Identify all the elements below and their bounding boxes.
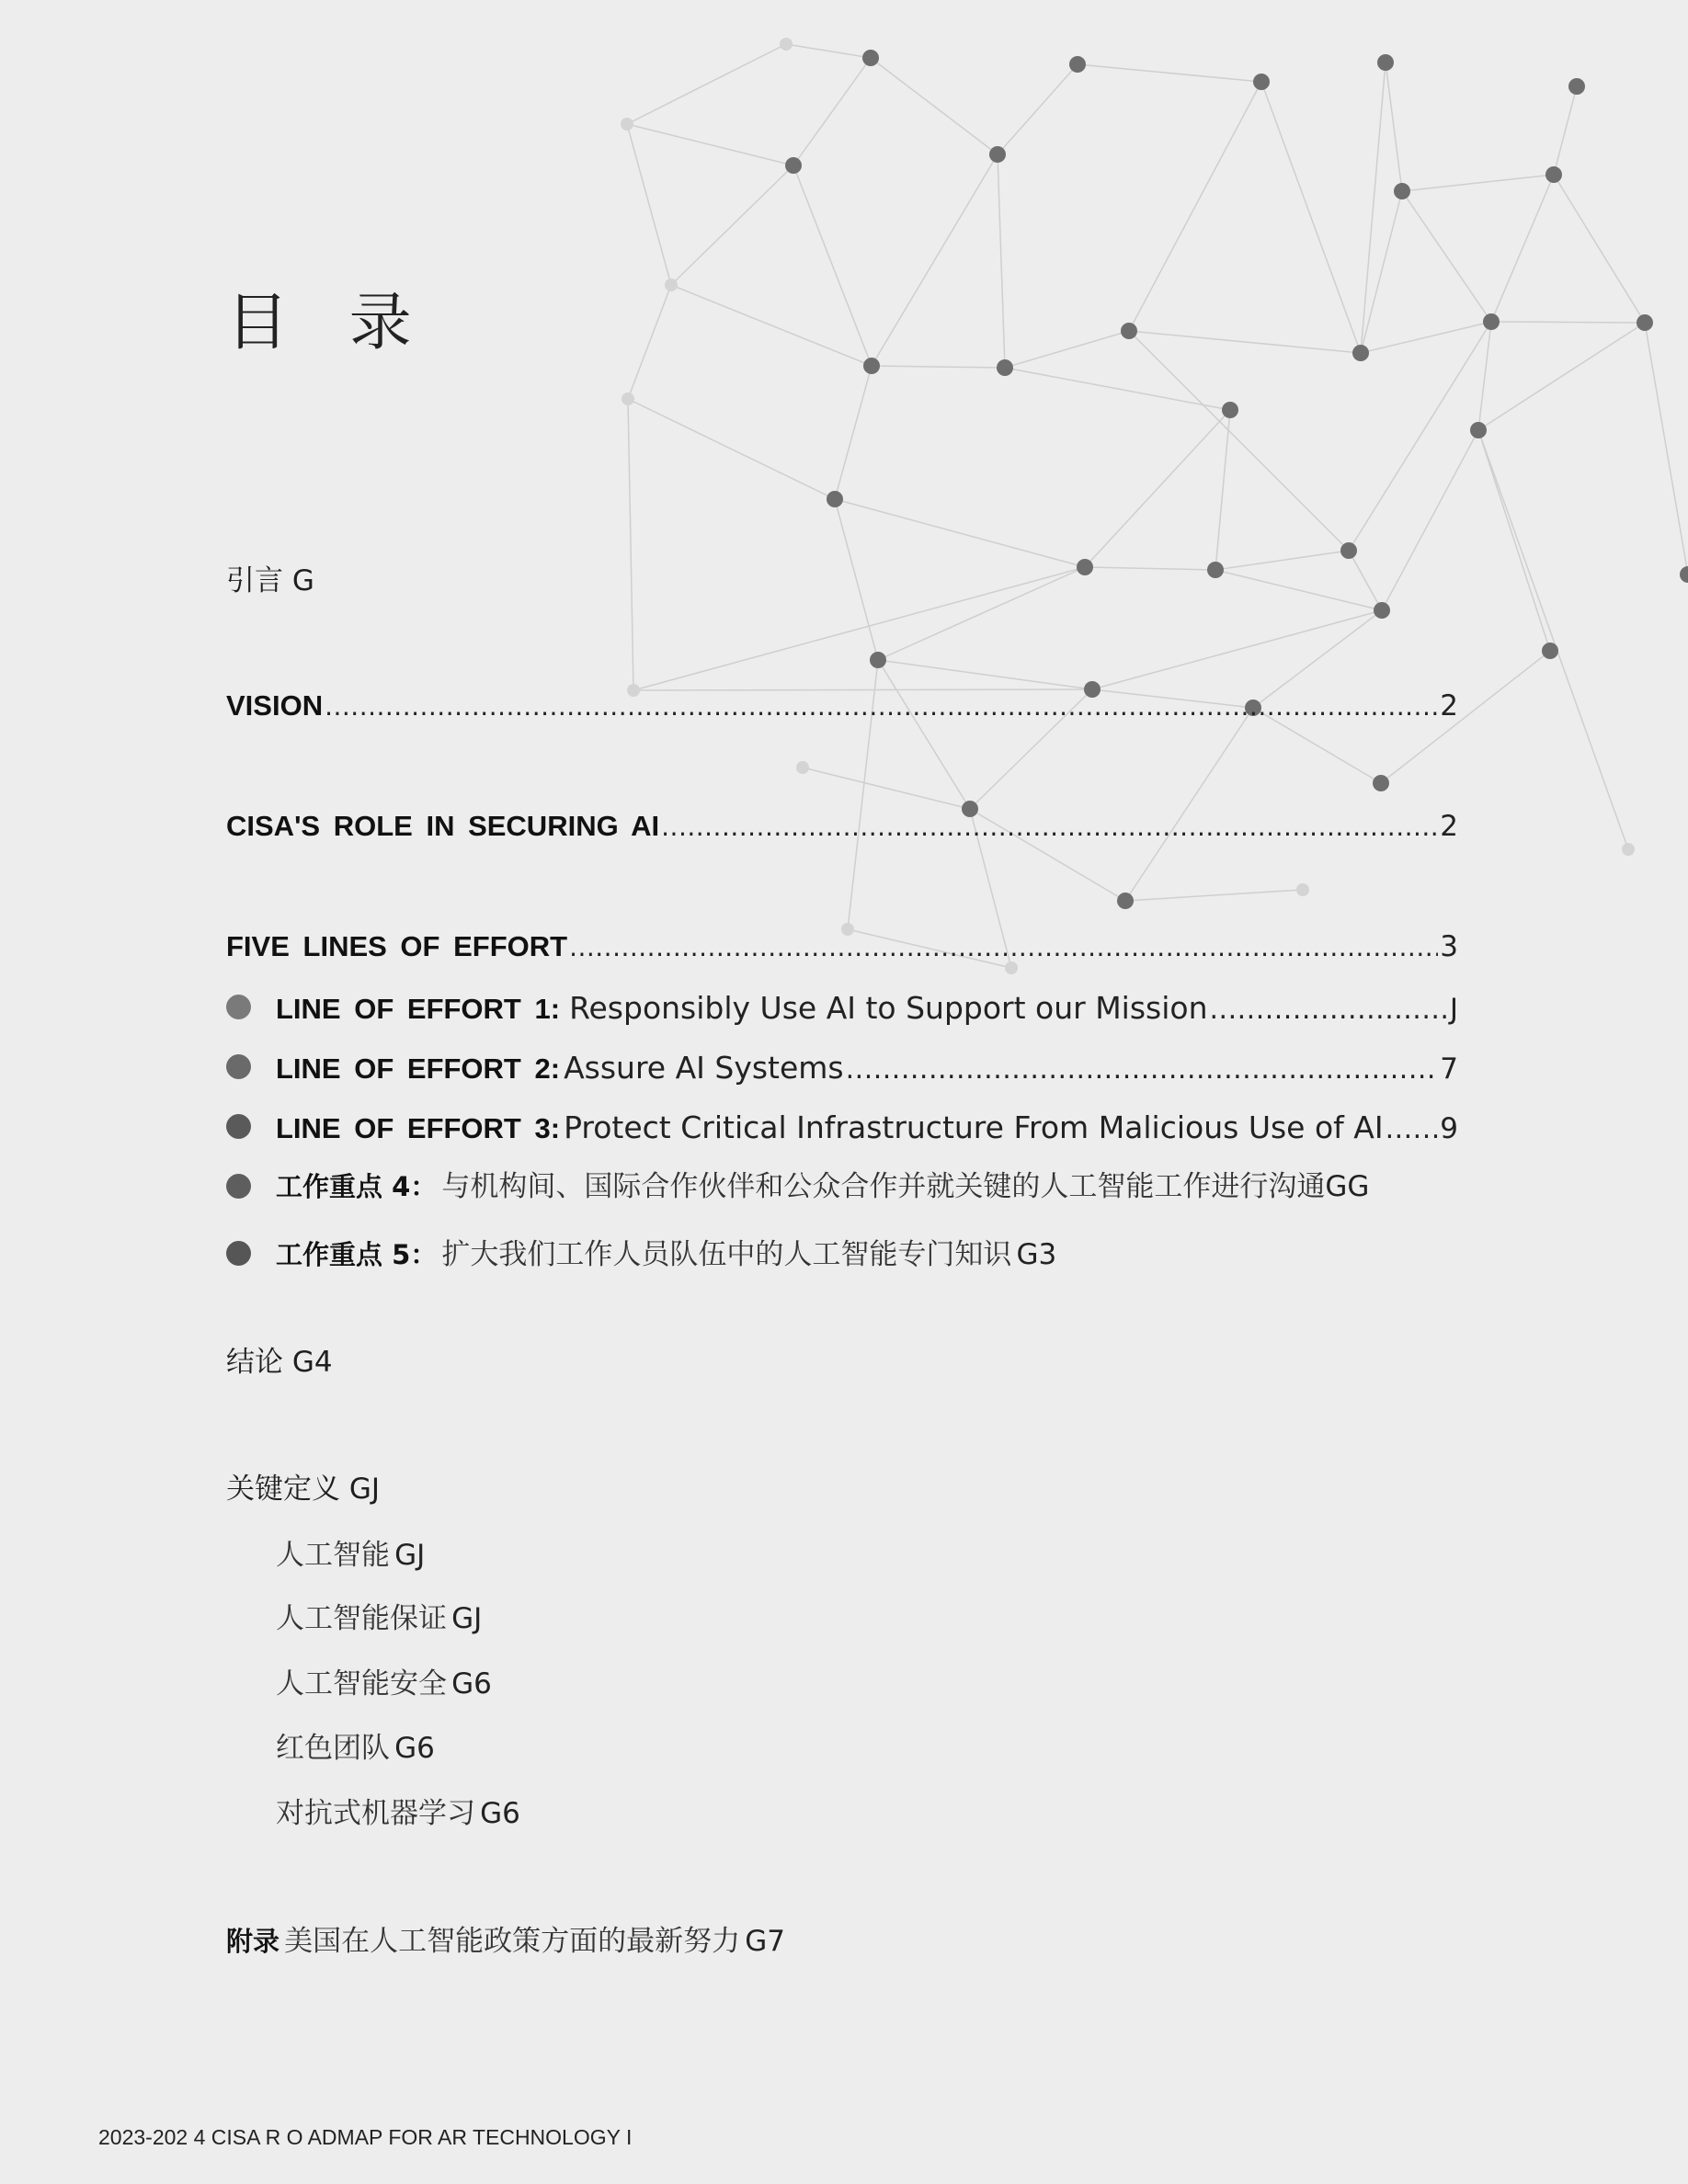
network-node (863, 358, 880, 374)
network-link (871, 58, 998, 154)
loe3-text: Protect Critical Infrastructure From Malicious Use of AI (564, 1109, 1384, 1145)
loe3-page: 9 (1440, 1112, 1458, 1145)
network-node (1542, 643, 1558, 659)
loe2-page: 7 (1440, 1052, 1458, 1086)
page-title: 目 录 (226, 287, 432, 359)
bullet-dot (226, 1054, 251, 1079)
toc-vision-label: VISION (226, 689, 324, 722)
network-node (1077, 559, 1093, 575)
network-node (1121, 323, 1137, 339)
bullet-dot (226, 995, 251, 1019)
network-link (1645, 323, 1688, 574)
definition-page: GJ (451, 1602, 483, 1635)
network-node (870, 652, 886, 668)
network-node (785, 157, 802, 174)
network-link (793, 58, 871, 165)
network-link (1554, 175, 1645, 323)
bullet-dot (226, 1241, 251, 1266)
definition-label: 人工智能保证 (276, 1602, 447, 1635)
appendix-text: 美国在人工智能政策方面的最新努力 (284, 1925, 741, 1958)
toc-leader-dots (661, 814, 1438, 840)
network-link (878, 660, 1092, 689)
toc-introduction[interactable]: 引言 G (226, 564, 314, 597)
network-node (989, 146, 1006, 163)
toc-vision-page: 2 (1440, 689, 1458, 722)
network-link (1361, 191, 1402, 353)
toc-five-lines-page: 3 (1440, 930, 1458, 963)
network-node (1005, 961, 1018, 974)
toc-cisa-role-label: CISA'S ROLE IN SECURING AI (226, 810, 660, 842)
network-link (628, 399, 835, 499)
definition-page: GJ (394, 1539, 426, 1572)
network-link (835, 499, 1085, 567)
network-link (1085, 410, 1230, 567)
network-node (827, 491, 843, 507)
network-link (1382, 430, 1478, 610)
network-link (671, 285, 872, 366)
toc-definition-item[interactable] (276, 1732, 435, 1765)
network-node (1377, 54, 1394, 71)
network-link (803, 768, 970, 809)
network-node (997, 359, 1013, 376)
loe2-label: LINE OF EFFORT 2: (276, 1052, 561, 1085)
network-link (1129, 82, 1261, 331)
network-link (1402, 175, 1554, 191)
network-node (1352, 345, 1369, 361)
network-node (862, 50, 879, 66)
network-node (665, 279, 678, 291)
network-link (1478, 430, 1550, 651)
network-node (1253, 74, 1270, 90)
network-link (1478, 323, 1645, 430)
network-link (1215, 551, 1349, 570)
network-link (627, 44, 786, 124)
network-link (1005, 331, 1129, 368)
appendix-label: 附录 (226, 1926, 280, 1957)
network-link (872, 366, 1005, 368)
definition-label: 人工智能 (276, 1539, 390, 1572)
network-link (1402, 191, 1491, 322)
loe4-text: 与机构间、国际合作伙伴和公众合作并就关键的人工智能工作进行沟通 (441, 1170, 1326, 1203)
loe5-label: 工作重点 5： (276, 1239, 438, 1270)
toc-cisa-role-page: 2 (1440, 810, 1458, 843)
network-node (1470, 422, 1487, 438)
network-node (796, 761, 809, 774)
network-link (627, 124, 671, 285)
network-link (1125, 708, 1253, 901)
network-link (1129, 331, 1349, 551)
network-node (1374, 602, 1390, 619)
toc-cisa-role[interactable] (226, 812, 1458, 841)
bullet-dot (226, 1174, 251, 1199)
network-node (622, 392, 634, 405)
network-link (1554, 86, 1577, 175)
loe2-text: Assure AI Systems (564, 1050, 844, 1086)
network-link (878, 660, 970, 809)
toc-leader-dots (846, 1056, 1439, 1084)
network-link (671, 165, 793, 285)
network-node (1222, 402, 1238, 418)
toc-definition-item[interactable] (276, 1667, 492, 1701)
network-link (998, 64, 1078, 154)
network-link (1129, 331, 1361, 353)
network-link (628, 285, 671, 399)
network-link (633, 567, 1085, 690)
bullet-dot (226, 1114, 251, 1139)
network-link (633, 689, 1092, 690)
loe1-text: Responsibly Use AI to Support our Mission (569, 990, 1208, 1026)
network-node (1680, 566, 1688, 583)
network-link (1478, 430, 1628, 849)
network-link (878, 567, 1085, 660)
network-node (1568, 78, 1585, 95)
network-link (1261, 82, 1361, 353)
network-link (1491, 175, 1554, 322)
network-link (1491, 322, 1645, 323)
toc-leader-dots (1210, 996, 1448, 1024)
toc-five-lines[interactable] (226, 932, 1458, 961)
network-link (1078, 64, 1261, 82)
network-link (1092, 610, 1382, 689)
toc-leader-dots (1386, 1116, 1439, 1143)
toc-line-of-effort-5[interactable] (276, 1238, 1057, 1271)
page-footer: 2023-202 4 CISA R O ADMAP FOR AR TECHNOLOGY I (98, 2125, 633, 2149)
toc-line-of-effort-1[interactable] (276, 990, 1458, 1026)
loe4-label: 工作重点 4： (276, 1171, 438, 1202)
network-node (1207, 562, 1224, 578)
toc-line-of-effort-4[interactable] (276, 1170, 1370, 1203)
network-link (1125, 890, 1303, 901)
network-node (1394, 183, 1410, 199)
network-link (998, 154, 1005, 368)
network-node (1340, 542, 1357, 559)
network-link (835, 499, 878, 660)
loe1-label: LINE OF EFFORT 1: (276, 993, 561, 1025)
definition-label: 对抗式机器学习 (276, 1797, 475, 1830)
network-link (1005, 368, 1230, 410)
network-node (1545, 166, 1562, 183)
network-link (793, 165, 872, 366)
network-link (1386, 63, 1402, 191)
toc-conclusion[interactable]: 结论 G4 (226, 1346, 333, 1379)
toc-leader-dots (325, 694, 1438, 720)
network-link (1361, 322, 1491, 353)
toc-five-lines-label: FIVE LINES OF EFFORT (226, 930, 568, 962)
network-link (1215, 410, 1230, 570)
loe5-text: 扩大我们工作人员队伍中的人工智能专门知识 (441, 1238, 1012, 1271)
toc-line-of-effort-2[interactable] (276, 1052, 1458, 1084)
network-link (1349, 551, 1382, 610)
network-node (1117, 893, 1134, 909)
toc-key-definitions[interactable]: 关键定义 GJ (226, 1473, 381, 1506)
appendix-page: G7 (745, 1925, 785, 1958)
toc-definition-item[interactable] (276, 1602, 483, 1635)
network-node (1296, 883, 1309, 896)
loe3-label: LINE OF EFFORT 3: (276, 1112, 561, 1144)
network-node (1373, 775, 1389, 791)
network-link (628, 399, 633, 690)
network-node (621, 118, 633, 131)
network-link (872, 154, 998, 366)
network-link (1349, 322, 1491, 551)
toc-vision[interactable] (226, 691, 1458, 721)
network-link (786, 44, 871, 58)
definition-page: G6 (480, 1797, 520, 1830)
network-node (1483, 313, 1500, 330)
network-node (780, 38, 793, 51)
toc-line-of-effort-3[interactable] (276, 1109, 1458, 1145)
definition-label: 人工智能安全 (276, 1667, 447, 1701)
network-node (1637, 314, 1653, 331)
network-node (1622, 843, 1635, 856)
network-link (835, 366, 872, 499)
network-link (627, 124, 793, 165)
toc-definition-item[interactable] (276, 1541, 425, 1570)
network-link (1215, 570, 1382, 610)
definition-label: 红色团队 (276, 1732, 390, 1765)
loe1-page: J (1449, 993, 1458, 1026)
toc-definition-item[interactable] (276, 1797, 520, 1830)
loe4-page: GG (1325, 1170, 1370, 1203)
network-link (1361, 63, 1386, 353)
definition-page: G6 (394, 1732, 435, 1765)
network-node (1069, 56, 1086, 73)
network-link (1085, 567, 1215, 570)
toc-appendix[interactable] (226, 1925, 785, 1958)
toc-leader-dots (569, 935, 1438, 961)
loe5-page: G3 (1016, 1238, 1057, 1271)
definition-page: G6 (451, 1667, 492, 1701)
